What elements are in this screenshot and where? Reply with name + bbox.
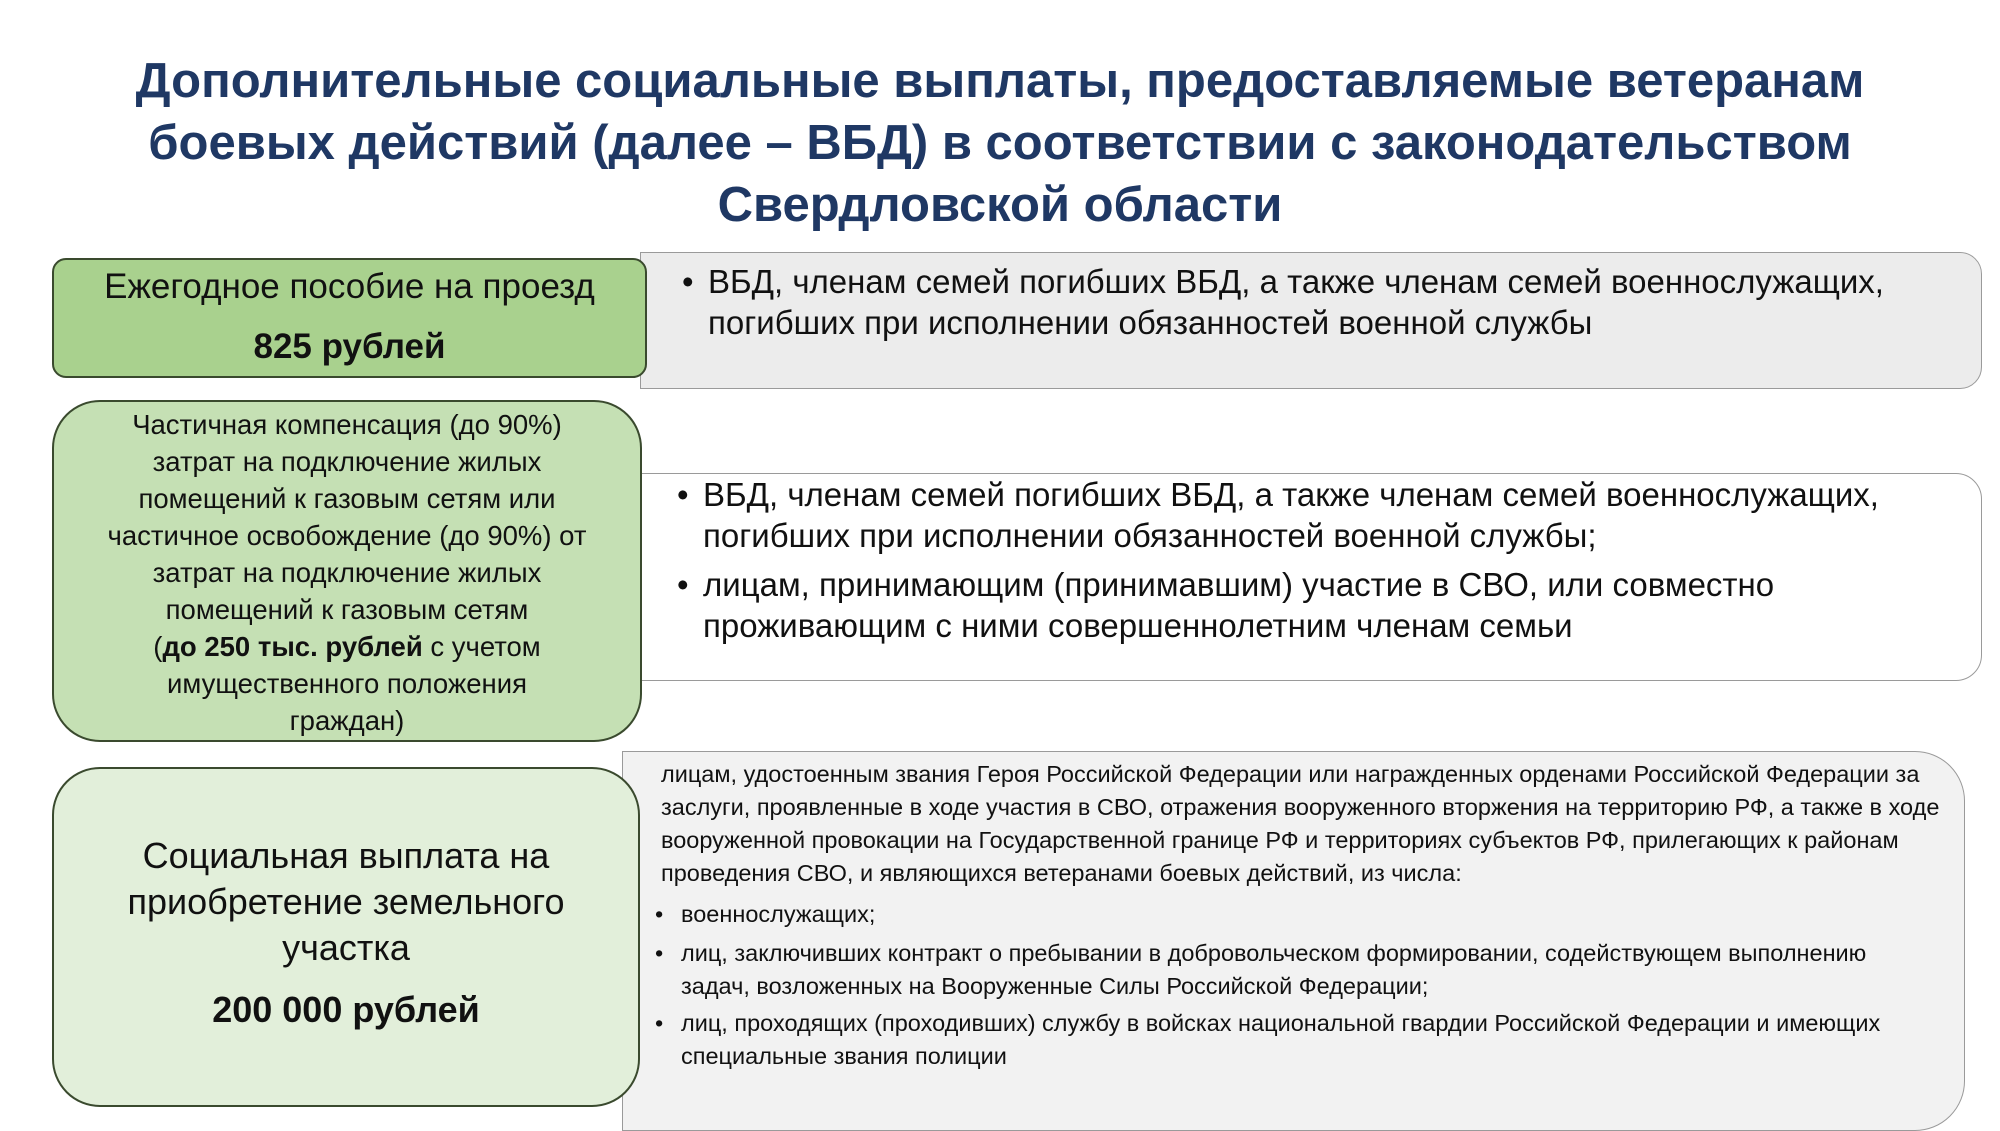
benefit-card-gas bbox=[52, 400, 642, 742]
recipients-box-travel bbox=[640, 252, 1982, 389]
list-item: • лиц, проходящих (проходивших) службу в войсках национальной гвардии Российской Федерации и имеющих специальные звания полиции bbox=[681, 1007, 1931, 1073]
recipients-box-land bbox=[622, 751, 1965, 1131]
benefit-label: Социальная выплата на приобретение земельного участка bbox=[127, 835, 565, 968]
benefit-amount: до 250 тыс. рублей bbox=[162, 631, 423, 662]
list-item: • ВБД, членам семей погибших ВБД, а также членам семей военнослужащих, погибших при исполнении обязанностей военной службы bbox=[708, 261, 1958, 343]
page-title: Дополнительные социальные выплаты, предоставляемые ветеранам боевых действий (далее – ВБД) в соответствии с законодательством Свердловской области bbox=[135, 54, 1865, 232]
benefit-card-travel bbox=[52, 258, 647, 378]
benefit-note: (до 250 тыс. рублей с учетом имущественного положения граждан) bbox=[153, 631, 541, 736]
list-item: • военнослужащих; bbox=[681, 898, 1931, 931]
list-item: • ВБД, членам семей погибших ВБД, а также членам семей военнослужащих, погибших при исполнении обязанностей военной службы; bbox=[703, 474, 1963, 556]
list-item: • лиц, заключивших контракт о пребывании в добровольческом формировании, содействующем выполнению задач, возложенных на Вооруженные Силы Российской Федерации; bbox=[681, 937, 1931, 1003]
recipients-box-gas bbox=[630, 473, 1982, 681]
benefit-label: Ежегодное пособие на проезд bbox=[104, 267, 595, 306]
benefit-amount: 200 000 рублей bbox=[212, 989, 480, 1030]
benefit-label: Частичная компенсация (до 90%) затрат на подключение жилых помещений к газовым сетям или частичное освобождение (до 90%) от затрат на подключение жилых помещений к газовым сетям bbox=[107, 409, 587, 625]
recipients-intro: лицам, удостоенным звания Героя Российской Федерации или награжденных орденами Российской Федерации за заслуги, проявленные в ходе участия в СВО, отражения вооруженного вторжения на территорию РФ, а также в ходе вооруженной провокации на Государственной границе РФ и территориях субъектов РФ, прилегающих к районам проведения СВО, и являющихся ветеранами боевых действий, из числа: bbox=[661, 761, 1940, 886]
benefit-amount: 825 рублей bbox=[253, 327, 446, 366]
benefit-card-land bbox=[52, 767, 640, 1107]
list-item: • лицам, принимающим (принимавшим) участие в СВО, или совместно проживающим с ними совершеннолетним членам семьи bbox=[703, 564, 1963, 646]
